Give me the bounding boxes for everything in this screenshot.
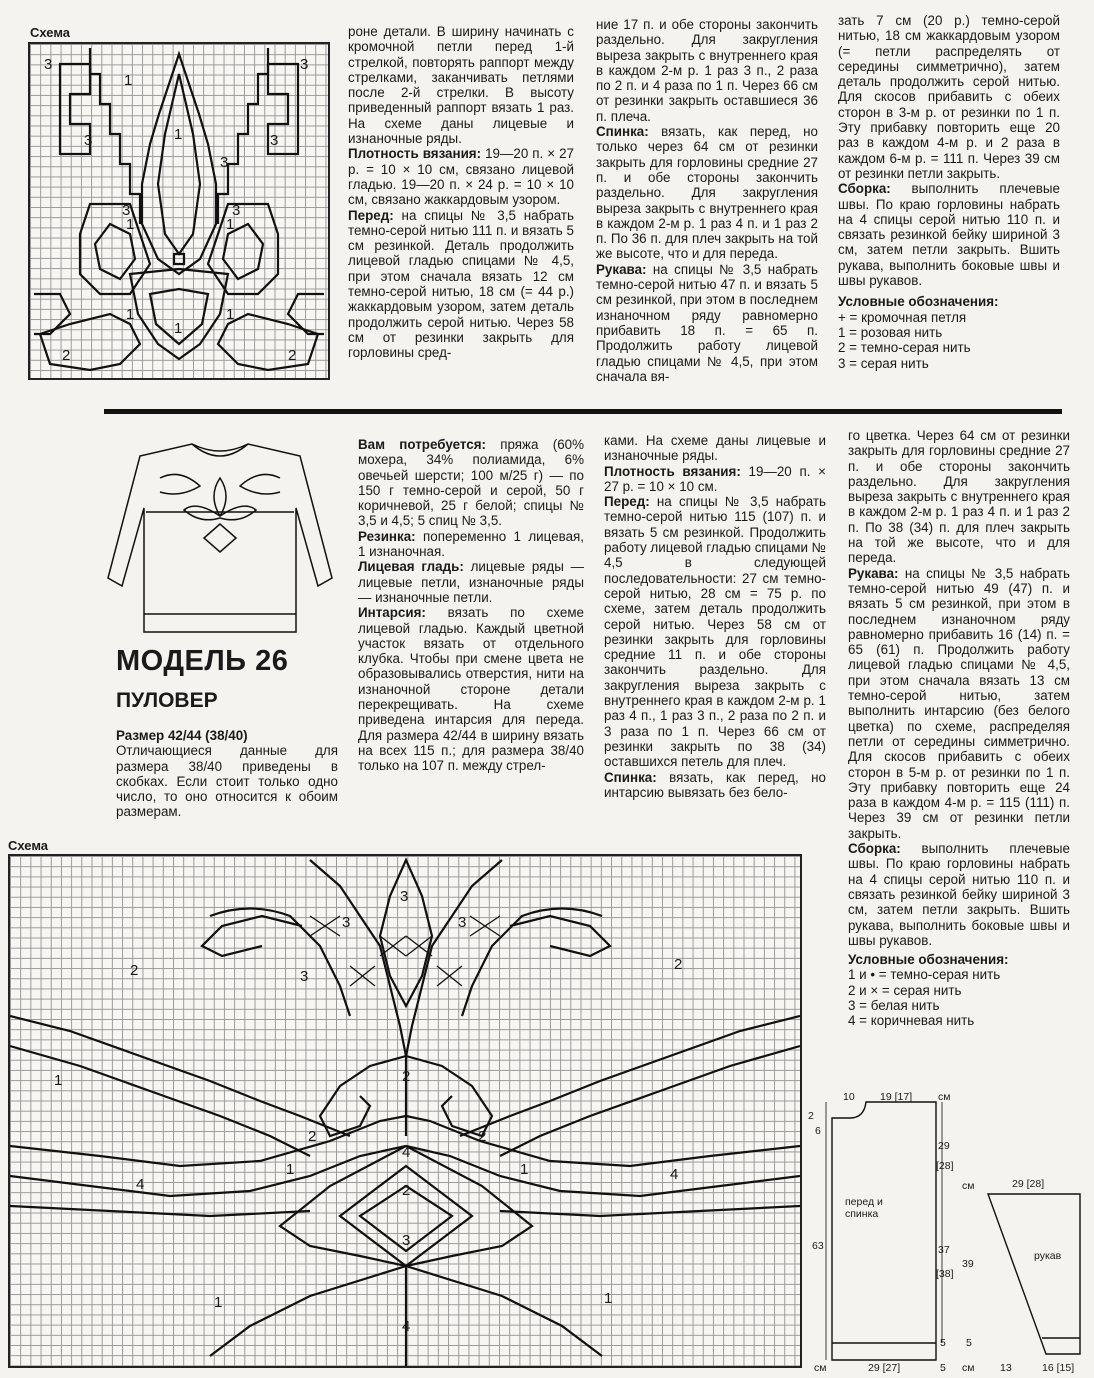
sleeve-cm: см	[962, 1180, 975, 1192]
sweater-illustration	[100, 438, 340, 638]
dim-6: 6	[815, 1125, 821, 1137]
sleeve-13: 13	[1000, 1362, 1012, 1374]
dim-neck-10: 10	[843, 1091, 855, 1103]
top-col-3: зать 7 см (20 р.) темно-серой нитью, 18 см жаккардовым узором (= петли распределять от середины симметрично), затем деталь продолжить серой нитью. Для скосов прибавить с обеих сторон в 3-м р. от резинки по 1 п. Эту прибавку повторить еще 20 раз в каждом 4-м р. и 2 раза в каждом 6-м р. = 111 п. Через 39 см от резинки петли закрыть. Сборка: выполнить плечевые швы. По краю горловины набрать на 4 спицы серой нитью 110 п. и связать резинкой бейку шириной 3 см, затем петли закрыть. Вшить рукава, выполнить боковые швы и швы рукавов. Условные обозначения: + = кромочная петля 1 = розовая нить 2 = темно-серая нить 3 = серая нить	[838, 13, 1060, 371]
dim-37: 37	[938, 1244, 950, 1256]
body-label: перед и спинка	[845, 1196, 883, 1220]
body-schematic	[820, 1088, 960, 1378]
dim-63: 63	[812, 1240, 824, 1252]
dim-shoulder: 19 [17]	[880, 1091, 913, 1103]
dim-cm-top: см	[938, 1091, 951, 1103]
dim-5-bottom: 5	[940, 1362, 946, 1374]
top-col-2: ние 17 п. и обе стороны закончить раздельно. Для закругления выреза закрыть с внутреннего края в каждом 2-м р. 1 раз 3 п., 2 раза по 2 п. и 4 раза по 1 п. Через 66 см от резинки закрыть оставшиеся 36 п. плеча. Спинка: вязать, как перед, но только через 64 см от резинки закрыть для горловины средние 27 п. и обе стороны закончить раздельно. Для закругления выреза закрыть с внутреннего края в каждом 2-м р. 1 раз 4 п. и 1 раз 2 п. По 36 п. для плеч закрыть на той же высоте, что и для переда. Рукава: на спицы № 3,5 набрать темно-серой нитью 47 п. и вязать 5 см резинкой, при этом в последнем изнаночном ряду равномерно прибавить 18 п. = 65 п. Продолжить работу лицевой гладью спицами № 4,5, при этом сначала вя-	[596, 17, 818, 384]
sleeve-16: 16 [15]	[1042, 1362, 1075, 1374]
dim-width: 29 [27]	[868, 1362, 901, 1374]
dim-38: [38]	[936, 1268, 954, 1280]
top-intarsia-chart: 3 3 1 1 3 3 3 3 1 1 1 1 1 2 2 3	[28, 42, 330, 380]
bottom-scheme-label: Схема	[8, 838, 49, 853]
size-block: Размер 42/44 (38/40) Отличающиеся данные для размера 38/40 приведены в скобках. Если стоит только одно число, то оно относится к обоим размерам.	[116, 728, 338, 820]
dim-5: 5	[940, 1337, 946, 1349]
dim-28: [28]	[936, 1160, 954, 1172]
section-divider	[104, 409, 1062, 414]
dim-29: 29	[938, 1140, 950, 1152]
bottom-intarsia-chart: 3 3 3 3 2 2 1 2 2 2 1 1 4 4 4 2 3 1 1 4	[8, 854, 802, 1368]
model-col-3: го цветка. Через 64 см от резинки закрыть для горловины средние 27 п. и обе стороны закончить раздельно. Для закругления выреза закрыть с внутреннего края в каждом 2-м р. 1 раз 4 п. и 1 раз 2 п. По 38 (34) п. для плеч закрыть на той же высоте, что и для переда. Рукава: на спицы № 3,5 набрать темно-серой нитью 49 (47) п. и вязать 5 см резинкой, при этом в последнем изнаночном ряду равномерно прибавить 16 (14) п. = 65 (61) п. Продолжить работу лицевой гладью спицами № 4,5, при этом сначала вязать 13 см темно-серой нитью, затем выполнить интарсию (без белого цветка) по схеме, распределяя петли от середины симметрично. Для скосов прибавить с обеих сторон в 5-м р. от резинки по 1 п. Эту прибавку повторить еще 24 раза в каждом 4-м р. = 115 (111) п. Через 39 см от резинки петли закрыть. Сборка: выполнить плечевые швы. По краю горловины набрать на 4 спицы серой нитью 110 п. и связать резинкой бейку шириной 3 см, затем петли закрыть. Вшить рукава, выполнить боковые швы и швы рукавов. Условные обозначения: 1 и • = темно-серая нить 2 и × = серая нить 3 = белая нить 4 = коричневая нить	[848, 428, 1070, 1029]
model-col-1: Вам потребуется: пряжа (60% мохера, 34% полиамида, 6% овечьей шерсти; 100 м/25 г) — по 150 г темно-серой и серой, 50 г коричневой, 25 г белой; спицы № 3,5 и 4,5; 5 спиц № 3,5. Резинка: попеременно 1 лицевая, 1 изнаночная. Лицевая гладь: лицевые ряды — лицевые петли, изнаночные ряды — изнаночные петли. Интарсия: вязать по схеме лицевой гладью. Каждый цветной участок вязать от отдельного клубка. Чтобы при смене цвета не образовывались отверстия, нити на изнаночной стороне детали перекрещивать. На схеме приведена интарсия для переда. Для размера 42/44 в ширину вязать на всех 115 п.; для размера 38/40 только на 107 п. между стрел-	[358, 437, 585, 774]
sleeve-39: 39	[962, 1258, 974, 1270]
model-col-2: ками. На схеме даны лицевые и изнаночные ряды. Плотность вязания: 19—20 п. × 27 р. = 10 × 10 см. Перед: на спицы № 3,5 набрать темно-серой нитью 115 (107) п. и вязать 5 см резинкой. Продолжить работу лицевой гладью спицами № 4,5 в следующей последовательности: 27 см темно-серой нитью, 28 см = 75 р. по схеме, затем деталь продолжить серой нитью. Через 58 см от резинки закрыть для горловины средние 11 п. и обе стороны закончить раздельно. Для закругления выреза закрыть с внутреннего края в каждом 2-м р. 1 раз 4 п., 1 раз 3 п., 2 раза по 2 п. и 3 раза по 1 п. Через 66 см от резинки закрыть по 38 (34) оставшихся петель для плеч. Спинка: вязать, как перед, но интарсию вывязать без бело-	[604, 433, 827, 800]
model-title: МОДЕЛЬ 26	[116, 645, 289, 677]
bottom-chart-motif	[10, 856, 800, 1366]
dim-cm-bottom: см	[814, 1362, 827, 1374]
top-col-1: роне детали. В ширину начинать с кромочной петли перед 1-й стрелкой, повторять раппорт между стрелками, заканчивать петлями после 2-й стрелки. В высоту приведенный раппорт вязать 1 раз. На схеме даны лицевые и изнаночные ряды. Плотность вязания: 19—20 п. × 27 р. = 10 × 10 см, связано лицевой гладью. 19—20 п. × 24 р. = 10 × 10 см, связано жаккардовым узором. Перед: на спицы № 3,5 набрать темно-серой нитью 111 п. и вязать 5 см резинкой. Деталь продолжить лицевой гладью спицами № 4,5, при этом сначала вязать 12 см темно-серой нитью, 18 см (= 44 р.) жаккардовым узором, затем деталь продолжить серой нитью. Через 58 см от резинки закрыть для горловины сред-	[348, 24, 575, 361]
top-scheme-label: Схема	[30, 25, 71, 40]
sleeve-width: 29 [28]	[1012, 1178, 1045, 1190]
sleeve-schematic	[984, 1192, 1088, 1378]
sleeve-label: рукав	[1034, 1250, 1062, 1262]
sleeve-5: 5	[966, 1337, 972, 1349]
dim-2: 2	[808, 1110, 814, 1122]
sleeve-cm-bottom: см	[962, 1362, 975, 1374]
product-type: ПУЛОВЕР	[116, 689, 218, 712]
